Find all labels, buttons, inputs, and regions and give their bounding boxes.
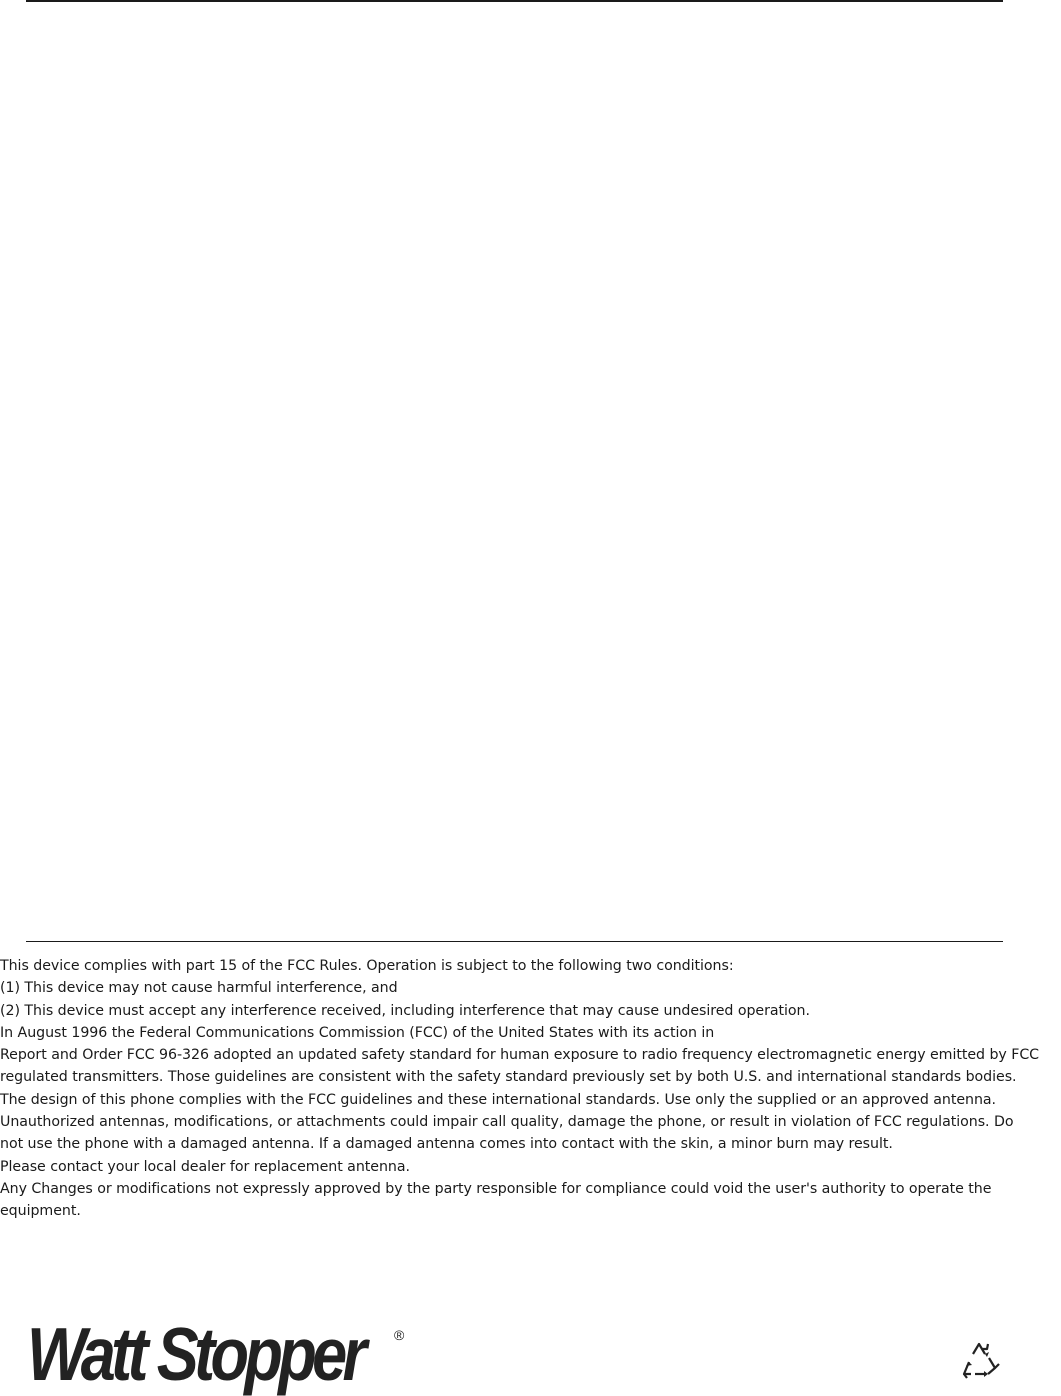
fcc-compliance-notice [0, 955, 1061, 1223]
notice-line: (1) This device may not cause harmful interference, and [0, 980, 398, 997]
registered-mark: ® [394, 1327, 405, 1343]
brand-wordmark: Watt Stopper [27, 1312, 363, 1396]
notice-line: regulated transmitters. Those guidelines are consistent with the safety standard previously set by both U.S. and international standards bodies. [0, 1069, 1017, 1086]
notice-line: The design of this phone complies with the FCC guidelines and these international standards. Use only the supplied or an approved antenna. [0, 1091, 997, 1108]
notice-line: equipment. [0, 1203, 81, 1220]
recycle-icon [958, 1340, 1002, 1380]
notice-line: Unauthorized antennas, modifications, or attachments could impair call quality, damage the phone, or result in violation of FCC regulations. Do [0, 1114, 1014, 1131]
watt-stopper-logo [27, 1312, 426, 1396]
notice-line: not use the phone with a damaged antenna. If a damaged antenna comes into contact with the skin, a minor burn may result. [0, 1136, 893, 1153]
notice-line: This device complies with part 15 of the FCC Rules. Operation is subject to the following two conditions: [0, 958, 734, 974]
notice-line: In August 1996 the Federal Communications Commission (FCC) of the United States with its action in [0, 1024, 715, 1041]
notice-line: (2) This device must accept any interference received, including interference that may cause undesired operation. [0, 1002, 810, 1019]
notice-line: Please contact your local dealer for replacement antenna. [0, 1158, 410, 1175]
notice-line: Report and Order FCC 96-326 adopted an updated safety standard for human exposure to radio frequency electromagnetic energy emitted by FCC [0, 1047, 1040, 1064]
section-divider [26, 941, 1003, 942]
notice-line: Any Changes or modifications not expressly approved by the party responsible for compliance could void the user's authority to operate the [0, 1180, 992, 1197]
top-divider [26, 0, 1003, 2]
